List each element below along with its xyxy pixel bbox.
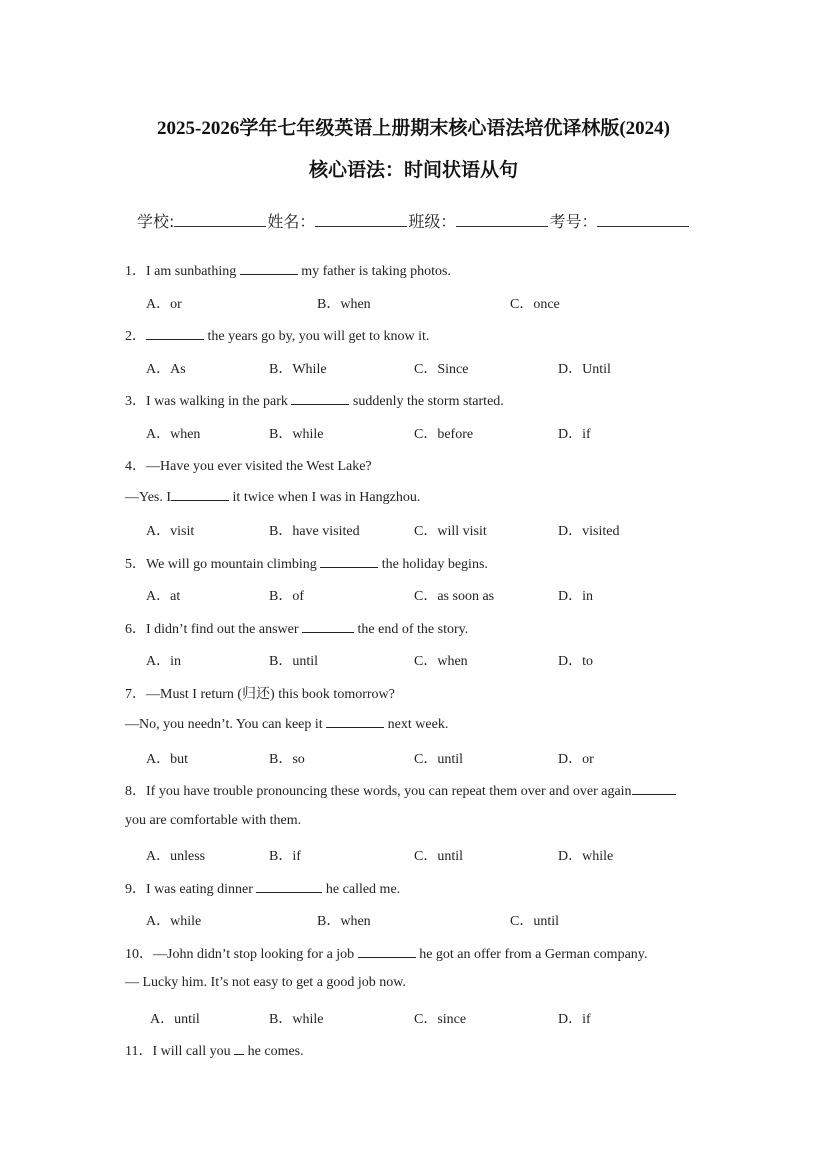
page-subtitle: 核心语法：时间状语从句 — [308, 160, 518, 181]
answer-blank[interactable] — [291, 392, 349, 405]
q5-option-d[interactable]: D．in — [558, 589, 593, 604]
school-field[interactable] — [174, 210, 266, 227]
question-10: 10．—John didn’t stop looking for a job he got an offer from a German company. — [125, 947, 648, 962]
q4-option-a[interactable]: A．visit — [146, 524, 195, 539]
exam-number-field[interactable] — [597, 210, 689, 227]
name-label: 姓名： — [267, 212, 316, 231]
q8-option-b[interactable]: B．if — [269, 849, 301, 864]
question-2: 2． the years go by, you will get to know it. — [125, 329, 430, 344]
answer-blank[interactable] — [256, 880, 322, 893]
q9-option-a[interactable]: A．while — [146, 914, 202, 929]
answer-blank[interactable] — [234, 1042, 244, 1055]
q1-option-c[interactable]: C．once — [510, 297, 560, 312]
q4-option-d[interactable]: D．visited — [558, 524, 620, 539]
exam-number-label: 考号： — [549, 212, 598, 231]
question-4: 4．—Have you ever visited the West Lake? — [125, 459, 372, 474]
question-11: 11．I will call you he comes. — [125, 1044, 304, 1059]
name-field[interactable] — [315, 210, 407, 227]
school-label: 学校: — [137, 212, 175, 231]
question-9: 9．I was eating dinner he called me. — [125, 882, 401, 897]
q8-option-d[interactable]: D．while — [558, 849, 614, 864]
q7-option-a[interactable]: A．but — [146, 752, 188, 767]
answer-blank[interactable] — [326, 715, 384, 728]
question-6: 6．I didn’t find out the answer the end of the story. — [125, 622, 469, 637]
question-3: 3．I was walking in the park suddenly the storm started. — [125, 394, 504, 409]
q10-option-a[interactable]: A．until — [150, 1012, 200, 1027]
answer-blank[interactable] — [358, 945, 416, 958]
question-7: 7．—Must I return (归还) this book tomorrow? — [125, 687, 395, 702]
q6-option-c[interactable]: C．when — [414, 654, 468, 669]
question-5: 5．We will go mountain climbing the holiday begins. — [125, 557, 488, 572]
answer-blank[interactable] — [302, 620, 354, 633]
answer-blank[interactable] — [320, 555, 378, 568]
q7-option-b[interactable]: B．so — [269, 752, 305, 767]
q9-option-c[interactable]: C．until — [510, 914, 560, 929]
question-4-reply: —Yes. I it twice when I was in Hangzhou. — [125, 490, 421, 505]
q6-option-b[interactable]: B．until — [269, 654, 319, 669]
q1-option-a[interactable]: A．or — [146, 297, 182, 312]
page-title: 2025-2026学年七年级英语上册期末核心语法培优译林版(2024) — [157, 118, 670, 139]
q3-option-a[interactable]: A．when — [146, 427, 201, 442]
q7-option-d[interactable]: D．or — [558, 752, 594, 767]
question-8: 8．If you have trouble pronouncing these words, you can repeat them over and over again — [125, 780, 676, 800]
q2-option-b[interactable]: B．While — [269, 362, 327, 377]
answer-blank[interactable] — [632, 782, 676, 795]
q5-option-c[interactable]: C．as soon as — [414, 589, 495, 604]
question-7-reply: —No, you needn’t. You can keep it next week. — [125, 717, 449, 732]
class-field[interactable] — [456, 210, 548, 227]
answer-blank[interactable] — [146, 327, 204, 340]
q5-option-b[interactable]: B．of — [269, 589, 304, 604]
q7-option-c[interactable]: C．until — [414, 752, 464, 767]
q3-option-d[interactable]: D．if — [558, 427, 591, 442]
question-8-continued: you are comfortable with them. — [125, 813, 302, 828]
q5-option-a[interactable]: A．at — [146, 589, 181, 604]
q10-option-b[interactable]: B．while — [269, 1012, 324, 1027]
student-info-row — [137, 209, 690, 232]
q3-option-b[interactable]: B．while — [269, 427, 324, 442]
q10-option-d[interactable]: D．if — [558, 1012, 591, 1027]
q2-option-d[interactable]: D．Until — [558, 362, 611, 377]
q1-option-b[interactable]: B．when — [317, 297, 371, 312]
q8-option-a[interactable]: A．unless — [146, 849, 206, 864]
question-10-reply: — Lucky him. It’s not easy to get a good job now. — [125, 975, 406, 990]
q9-option-b[interactable]: B．when — [317, 914, 371, 929]
q6-option-d[interactable]: D．to — [558, 654, 593, 669]
question-1: 1．I am sunbathing my father is taking photos. — [125, 264, 451, 279]
q4-option-c[interactable]: C．will visit — [414, 524, 487, 539]
q8-option-c[interactable]: C．until — [414, 849, 464, 864]
class-label: 班级： — [408, 212, 457, 231]
q3-option-c[interactable]: C．before — [414, 427, 474, 442]
q2-option-a[interactable]: A．As — [146, 362, 186, 377]
answer-blank[interactable] — [171, 488, 229, 501]
q2-option-c[interactable]: C．Since — [414, 362, 469, 377]
q10-option-c[interactable]: C．since — [414, 1012, 467, 1027]
answer-blank[interactable] — [240, 262, 298, 275]
q6-option-a[interactable]: A．in — [146, 654, 181, 669]
q4-option-b[interactable]: B．have visited — [269, 524, 360, 539]
